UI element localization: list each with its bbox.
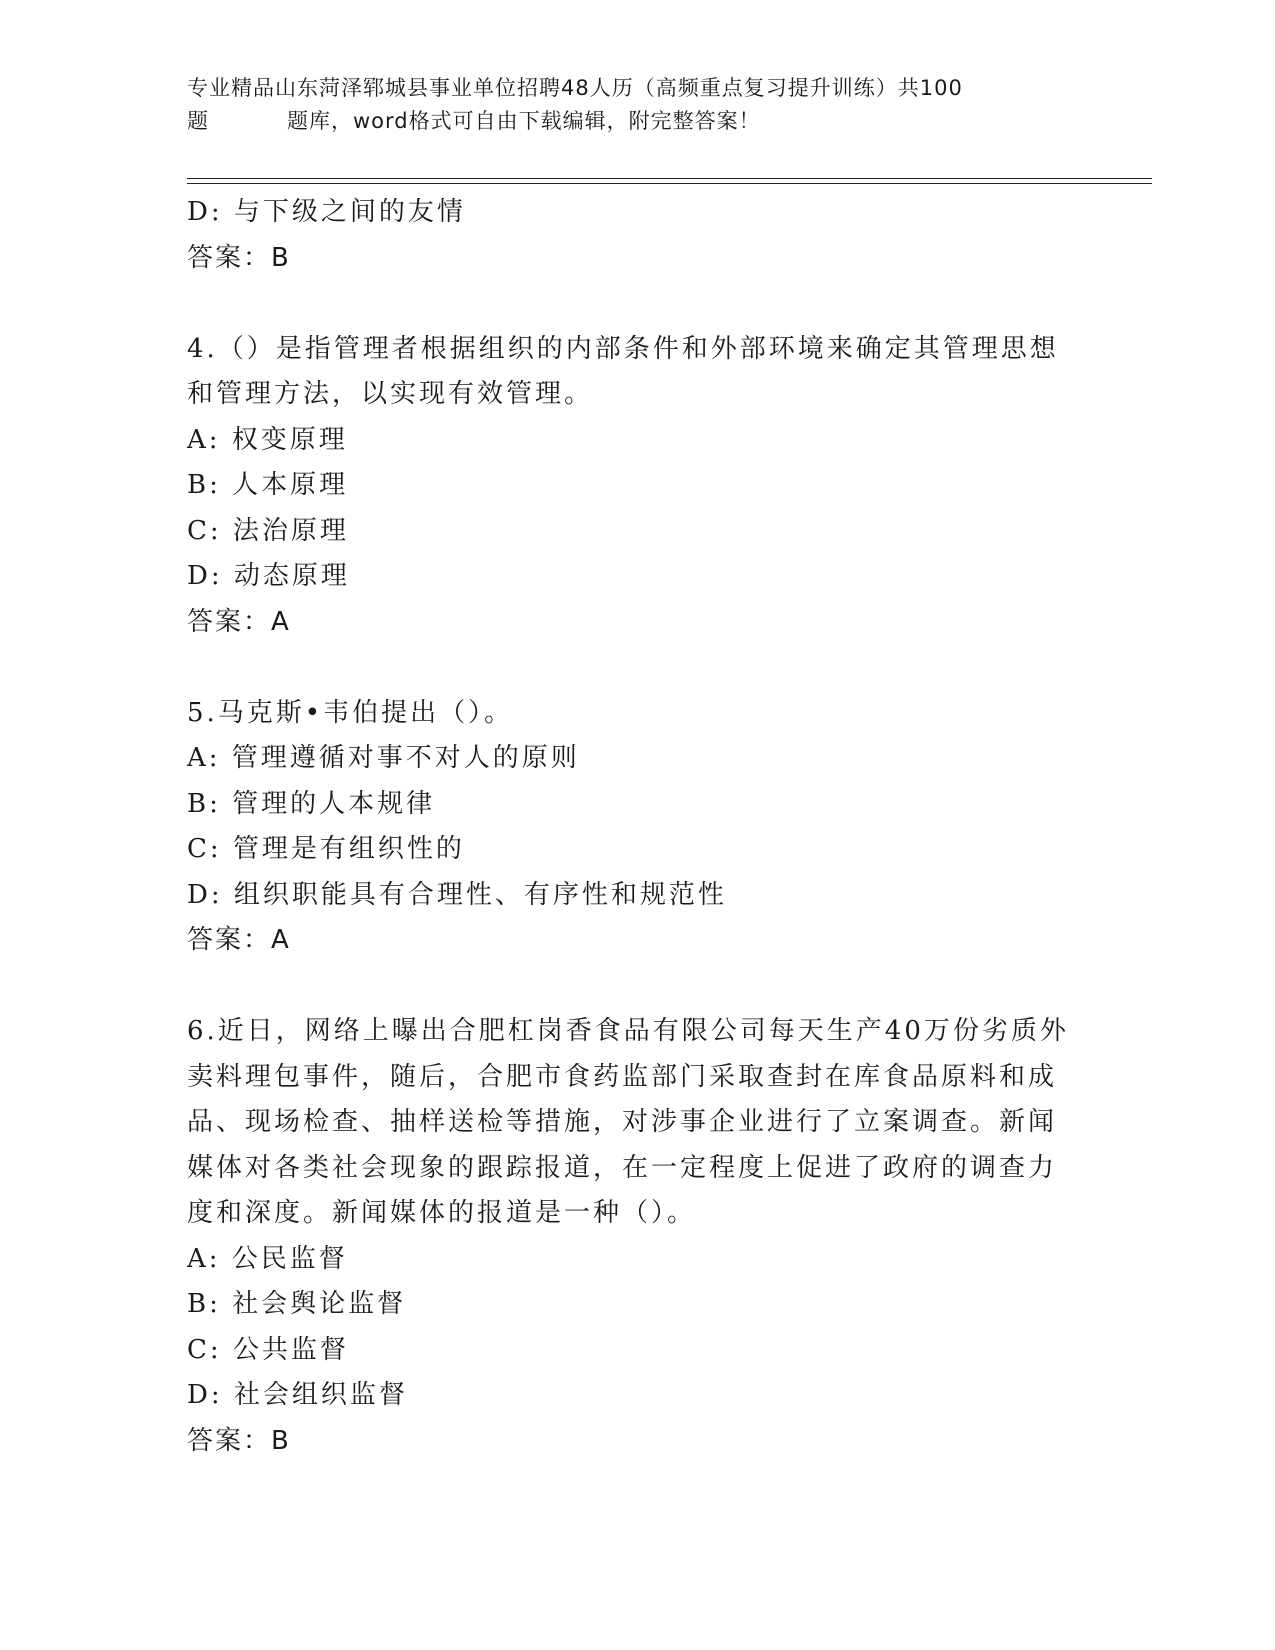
header-divider-bottom bbox=[187, 183, 1152, 184]
answer-line: 答案：A bbox=[187, 606, 291, 637]
question-stem-line: 度和深度。新闻媒体的报道是一种（）。 bbox=[187, 1198, 697, 1228]
header-title-line2 bbox=[187, 105, 1087, 138]
option-b: B: 人本原理 bbox=[187, 470, 349, 500]
question-stem-line: 4.（）是指管理者根据组织的内部条件和外部环境来确定其管理思想 bbox=[187, 333, 1059, 364]
question-stem-line: 卖料理包事件，随后，合肥市食药监部门采取查封在库食品原料和成 bbox=[187, 1061, 1058, 1092]
spacer bbox=[187, 281, 1107, 327]
option-a: A: 公民监督 bbox=[187, 1243, 348, 1274]
question-6 bbox=[187, 1009, 1107, 1464]
option-b: B: 社会舆论监督 bbox=[187, 1289, 407, 1319]
option-b: B: 管理的人本规律 bbox=[187, 788, 436, 819]
spacer bbox=[187, 964, 1107, 1010]
spacer bbox=[187, 645, 1107, 691]
option-d: D: 与下级之间的友情 bbox=[187, 197, 466, 227]
option-c: C: 管理是有组织性的 bbox=[187, 834, 465, 864]
option-d: D: 动态原理 bbox=[187, 561, 350, 591]
header-line2-lead: 题 bbox=[187, 109, 209, 133]
question-stem-line: 品、现场检查、抽样送检等措施，对涉事企业进行了立案调查。新闻 bbox=[187, 1107, 1058, 1137]
header-line2-rest: 题库，word格式可自由下载编辑，附完整答案！ bbox=[287, 109, 761, 133]
option-c: C: 法治原理 bbox=[187, 515, 349, 546]
question-4 bbox=[187, 327, 1107, 646]
option-c: C: 公共监督 bbox=[187, 1334, 349, 1365]
question-stem-line: 和管理方法，以实现有效管理。 bbox=[187, 379, 594, 409]
answer-line: 答案：A bbox=[187, 925, 291, 955]
answer-line: 答案：B bbox=[187, 1425, 291, 1456]
document-body bbox=[187, 190, 1107, 1464]
option-d: D: 社会组织监督 bbox=[187, 1380, 408, 1410]
option-a: A: 权变原理 bbox=[187, 424, 348, 455]
question-stem-line: 媒体对各类社会现象的跟踪报道，在一定程度上促进了政府的调查力 bbox=[187, 1152, 1058, 1183]
question-stem-line: 5.马克斯•韦伯提出（）。 bbox=[187, 697, 514, 728]
option-d: D: 组织职能具有合理性、有序性和规范性 bbox=[187, 879, 727, 910]
answer-line: 答案：B bbox=[187, 242, 291, 273]
option-a: A: 管理遵循对事不对人的原则 bbox=[187, 743, 580, 773]
question-stem-line: 6.近日，网络上曝出合肥杠岗香食品有限公司每天生产40万份劣质外 bbox=[187, 1016, 1069, 1046]
header-title-line1: 专业精品山东菏泽郓城县事业单位招聘48人历（高频重点复习提升训练）共100 bbox=[187, 76, 963, 100]
header-divider-top bbox=[187, 178, 1152, 179]
page-header bbox=[187, 72, 1087, 138]
question-5 bbox=[187, 691, 1107, 964]
